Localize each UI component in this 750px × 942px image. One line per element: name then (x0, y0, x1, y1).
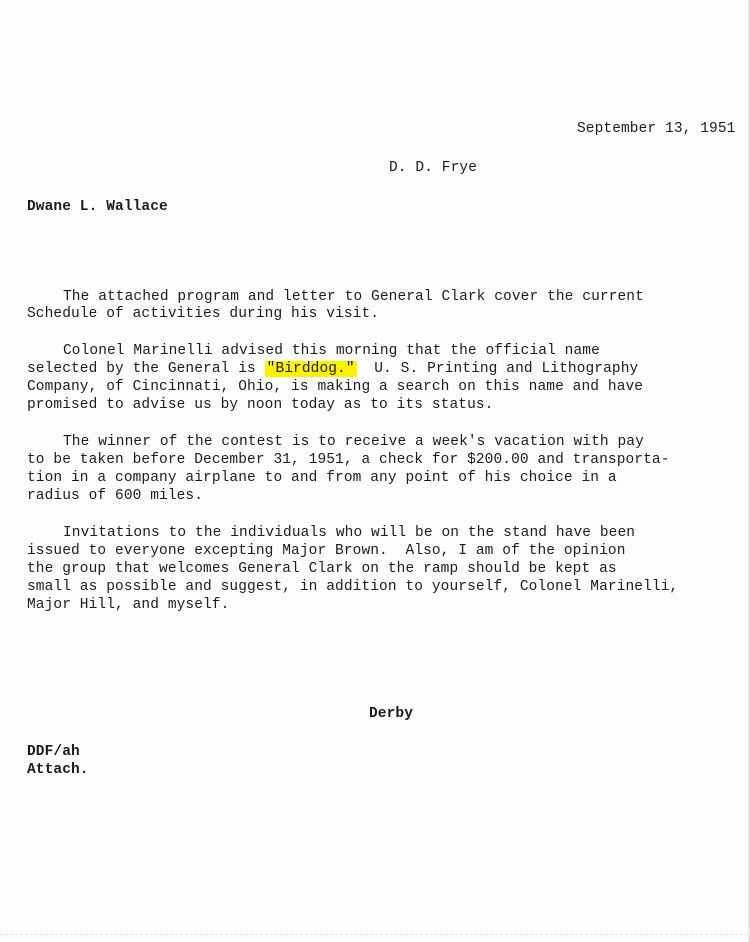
paragraph-3-line-3: tion in a company airplane to and from any point of his choice in a (27, 470, 617, 486)
paragraph-2-line-2-after: U. S. Printing and Lithography (356, 361, 639, 377)
paragraph-4-line-1: Invitations to the individuals who will be on the stand have been (63, 525, 636, 541)
letter-date: September 13, 1951 (577, 121, 736, 137)
paragraph-2-line-1: Colonel Marinelli advised this morning that the official name (63, 343, 600, 359)
paragraph-4-line-3: the group that welcomes General Clark on the ramp should be kept as (27, 561, 617, 577)
paragraph-3-line-2: to be taken before December 31, 1951, a check for $200.00 and transporta- (27, 452, 670, 468)
paragraph-4-line-5: Major Hill, and myself. (27, 597, 230, 613)
signature: Derby (369, 706, 414, 722)
paragraph-2-line-2-before: selected by the General is (27, 361, 265, 377)
paragraph-2-line-2 (27, 360, 638, 378)
paragraph-1-line-1: The attached program and letter to General Clark cover the current (63, 289, 644, 305)
paragraph-2-line-4: promised to advise us by noon today as to its status. (27, 397, 494, 413)
paragraph-4-line-4: small as possible and suggest, in addition to yourself, Colonel Marinelli, (27, 579, 679, 595)
highlighted-name: "Birddog." (266, 361, 355, 377)
paragraph-3-line-1: The winner of the contest is to receive a week's vacation with pay (63, 434, 644, 450)
paragraph-4-line-2: issued to everyone excepting Major Brown. Also, I am of the opinion (27, 543, 626, 559)
typist-initials: DDF/ah (27, 744, 80, 760)
scan-edge (0, 934, 748, 938)
enclosure-note: Attach. (27, 762, 89, 778)
paragraph-1-line-2: Schedule of activities during his visit. (27, 306, 380, 322)
paragraph-3-line-4: radius of 600 miles. (27, 488, 204, 504)
paragraph-2-line-3: Company, of Cincinnati, Ohio, is making a search on this name and have (27, 379, 644, 395)
letter-recipient: Dwane L. Wallace (27, 199, 168, 215)
letter-from: D. D. Frye (389, 160, 478, 176)
